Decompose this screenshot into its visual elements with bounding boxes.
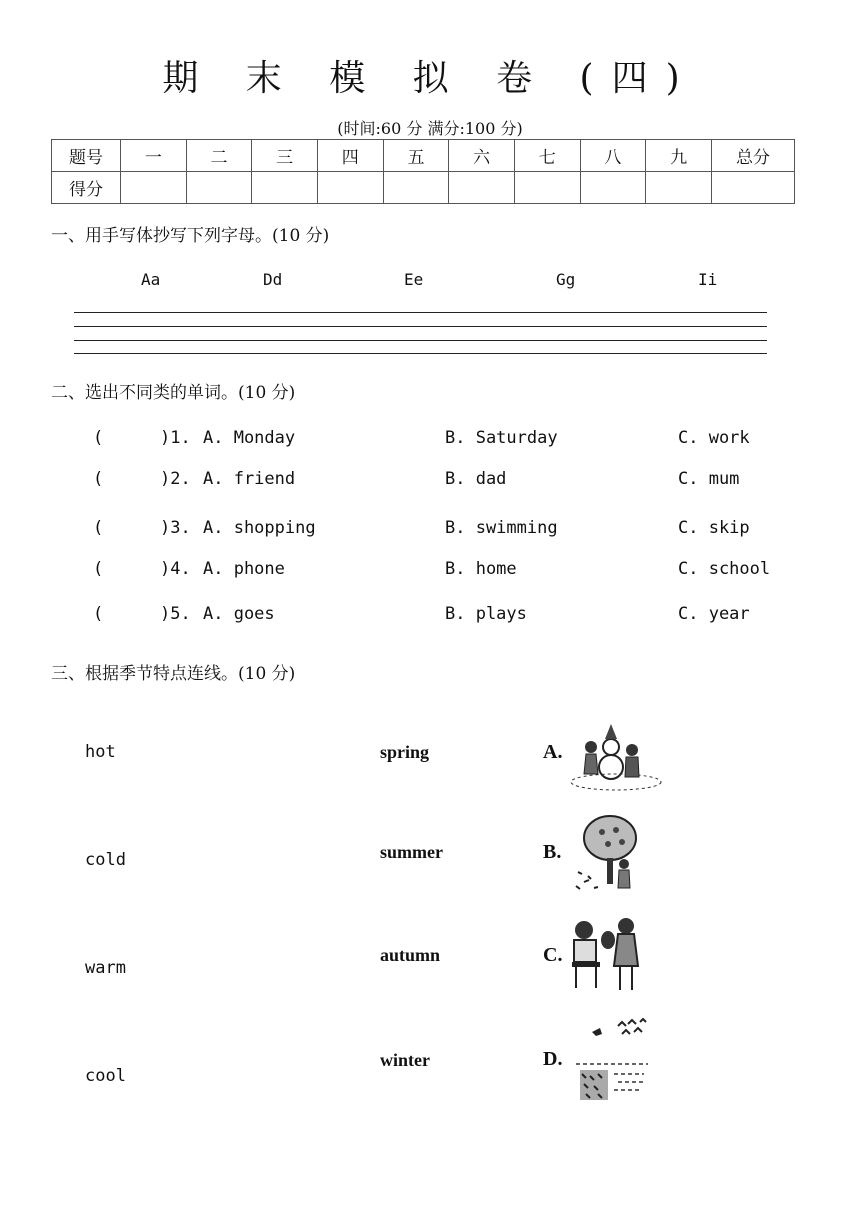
letter-pair: Gg [556,270,576,289]
picture-label: D. [543,1048,563,1070]
option-c: C. mum [678,469,740,489]
feature-word[interactable]: cold [85,850,126,870]
question-number: )3. [160,518,191,538]
table-cell: 三 [252,140,318,172]
table-cell: 二 [186,140,252,172]
option-c: C. school [678,559,771,579]
letter-pair: Ee [404,270,424,289]
table-cell: 四 [317,140,383,172]
section1-heading: 一、用手写体抄写下列字母。(10 分) [51,226,330,246]
table-cell: 得分 [52,172,121,204]
feature-word[interactable]: warm [85,958,126,978]
option-b: B. swimming [445,518,558,538]
table-cell: 五 [383,140,449,172]
score-input-cell[interactable] [514,172,580,204]
score-table-score-row [52,172,795,204]
option-a: A. shopping [203,518,316,538]
writing-line[interactable] [74,340,767,341]
season-word[interactable]: spring [380,742,430,762]
question-number: )1. [160,428,191,448]
score-input-cell[interactable] [121,172,187,204]
option-a: A. phone [203,559,285,579]
answer-bracket[interactable]: ( [93,518,104,538]
score-input-cell[interactable] [383,172,449,204]
answer-bracket[interactable]: ( [93,428,104,448]
score-input-cell[interactable] [317,172,383,204]
option-b: B. dad [445,469,507,489]
letter-pair: Ii [698,270,718,289]
letter-pair: Aa [141,270,161,289]
table-cell: 总分 [712,140,795,172]
table-cell: 八 [580,140,646,172]
option-c: C. skip [678,518,750,538]
answer-bracket[interactable]: ( [93,604,104,624]
section3-heading: 三、根据季节特点连线。(10 分) [51,664,296,684]
spring-birds-picture[interactable] [574,1018,654,1104]
option-b: B. home [445,559,517,579]
season-word[interactable]: summer [380,842,443,862]
option-b: B. plays [445,604,527,624]
question-number: )2. [160,469,191,489]
picture-label: C. [543,944,563,966]
section2-heading: 二、选出不同类的单词。(10 分) [51,383,296,403]
writing-line[interactable] [74,312,767,313]
answer-bracket[interactable]: ( [93,469,104,489]
score-input-cell[interactable] [449,172,515,204]
option-c: C. year [678,604,750,624]
page-title: 期 末 模 拟 卷 (四) [162,58,698,99]
score-input-cell[interactable] [712,172,795,204]
exam-info: (时间:60 分 满分:100 分) [337,119,523,138]
writing-line[interactable] [74,353,767,354]
score-input-cell[interactable] [252,172,318,204]
table-cell: 九 [646,140,712,172]
score-input-cell[interactable] [580,172,646,204]
season-word[interactable]: winter [380,1050,430,1070]
snowman-picture[interactable] [566,712,666,792]
table-cell: 一 [121,140,187,172]
option-c: C. work [678,428,750,448]
table-cell: 六 [449,140,515,172]
summer-fan-picture[interactable] [568,912,646,996]
table-cell: 题号 [52,140,121,172]
option-b: B. Saturday [445,428,558,448]
answer-bracket[interactable]: ( [93,559,104,579]
autumn-tree-picture[interactable] [572,812,644,896]
score-table-header-row [52,140,795,172]
question-number: )5. [160,604,191,624]
option-a: A. friend [203,469,296,489]
option-a: A. Monday [203,428,296,448]
feature-word[interactable]: hot [85,742,116,762]
picture-label: B. [543,841,562,863]
score-table [51,139,795,204]
option-a: A. goes [203,604,275,624]
feature-word[interactable]: cool [85,1066,126,1086]
picture-label: A. [543,741,563,763]
score-input-cell[interactable] [186,172,252,204]
letter-pair: Dd [263,270,283,289]
season-word[interactable]: autumn [380,945,441,965]
question-number: )4. [160,559,191,579]
table-cell: 七 [514,140,580,172]
writing-line[interactable] [74,326,767,327]
score-input-cell[interactable] [646,172,712,204]
